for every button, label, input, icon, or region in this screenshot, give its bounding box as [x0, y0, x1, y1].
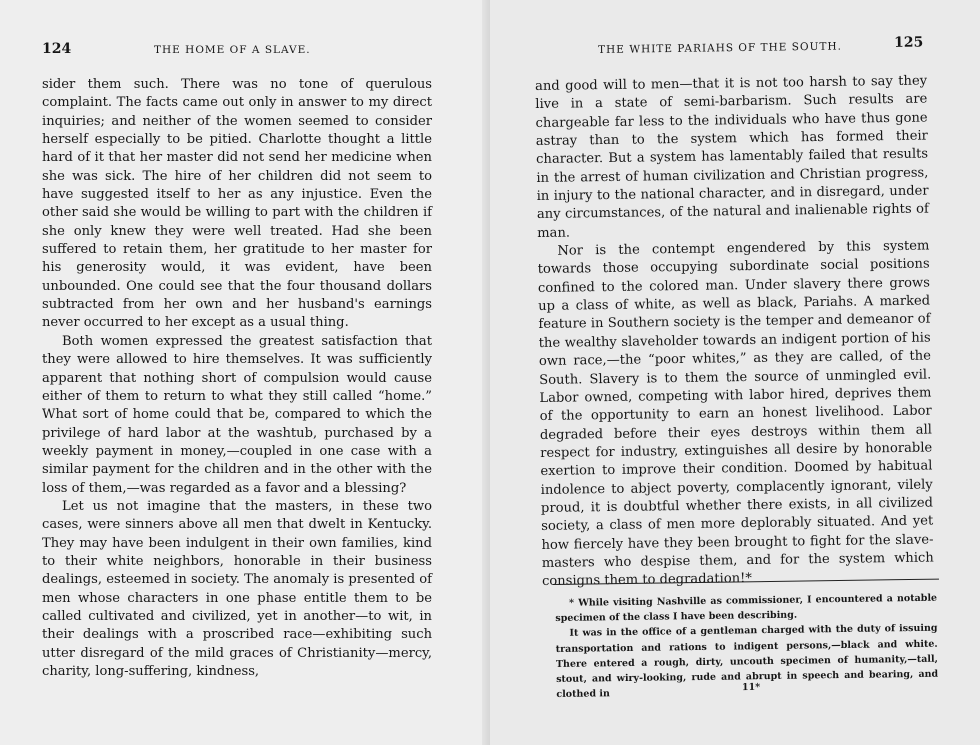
right-paragraph-2: Nor is the contempt engendered by this system towards those occupying subordinate social positions confined to the colored man. Under slavery there grows up a class of white, as well as black, Pariahs. A marked feature in Southern society is the temper and demeanor of the wealthy slaveholder towards an indigent portion of his own race,—the “poor whites,” as they are called, of the South. Slavery is to them the source of unmingled evil. Labor owned, competing with labor hired, deprives them of the opportunity to earn an honest livelihood. Labor degraded before their eyes destroys within them all respect for industry, extinguishes all desire by honorable exertion to improve their condition. Doomed by habitual indolence to abject poverty, complacently ignorant, vilely proud, it is doubtful whether there exists, in all civilized society, a class of men more deplorably situated. And yet how fiercely have they been brought to fight for the slave-masters who despise them, and for the system which consigns them to degradation!*	[537, 238, 934, 590]
right-page-header	[598, 34, 980, 56]
right-running-head: THE WHITE PARIAHS OF THE SOUTH.	[598, 40, 842, 56]
left-page-number: 124	[42, 41, 72, 57]
left-running-head: THE HOME OF A SLAVE.	[154, 44, 311, 56]
left-paragraph-2: Both women expressed the greatest satisfaction that they were allowed to hire themselves. It was sufficiently apparent that nothing short of compulsion would cause either of them to return to what they still called “home.” What sort of home could that be, compared to which the privilege of hard labor at the washtub, purchased by a weekly payment in money,—coupled in one case with a similar payment for the children and in the other with the loss of them,—was regarded as a favor and a blessing?	[42, 333, 432, 496]
footnote-1: * While visiting Nashville as commissioner, I encountered a notable specimen of the class I have been describing.	[555, 592, 938, 625]
footnote-2: It was in the office of a gentleman charged with the duty of issuing transportation and rations to indigent persons,—black and white. There entered a rough, dirty, uncouth specimen of humanity,—tall, stout, and wiry-looking, rude and abrupt in speech and bearing, and clothed in	[555, 623, 939, 701]
left-paragraph-1: sider them such. There was no tone of querulous complaint. The facts came out only in answer to my direct inquiries; and neither of the women seemed to consider herself especially to be pitied. Charlotte thought a little hard of it that her master did not send her medicine when she was sick. The hire of her children did not seem to have suggested itself to her as any injustice. Even the other said she would be willing to part with the children if she only knew they were well treated. Had she been suffered to retain them, her gratitude to her master for his generosity would, it was evident, have been unbounded. One could see that the four thousand dollars subtracted from her own and her husband's earnings never occurred to her except as a usual thing.	[42, 77, 432, 331]
right-page-number: 125	[893, 34, 924, 51]
right-paragraph-1: and good will to men—that it is not too harsh to say they live in a state of semi-barbarism. Such results are chargeable far less to the individuals who have thus gone astray than to the system which has formed their character. But a system has lamentably failed that results in the arrest of human civilization and Christian progress, in injury to the national character, and in disregard, under any circumstances, of the natural and inalienable rights of man.	[535, 73, 929, 241]
signature-mark: 11*	[741, 681, 761, 694]
right-page-text	[535, 73, 934, 592]
left-paragraph-3: Let us not imagine that the masters, in these two cases, were sinners above all men that dwelt in Kentucky. They may have been indulgent in their own families, kind to their white neighbors, honorable in their business dealings, esteemed in society. The anomaly is presented of men whose characters in one phase entitle them to be called cultivated and civilized, yet in another—to wit, in their dealings with a proscribed race—exhibiting such utter disregard of the mild graces of Christianity—mercy, charity, long-suffering, kindness,	[42, 498, 432, 679]
left-page-text	[42, 76, 432, 681]
